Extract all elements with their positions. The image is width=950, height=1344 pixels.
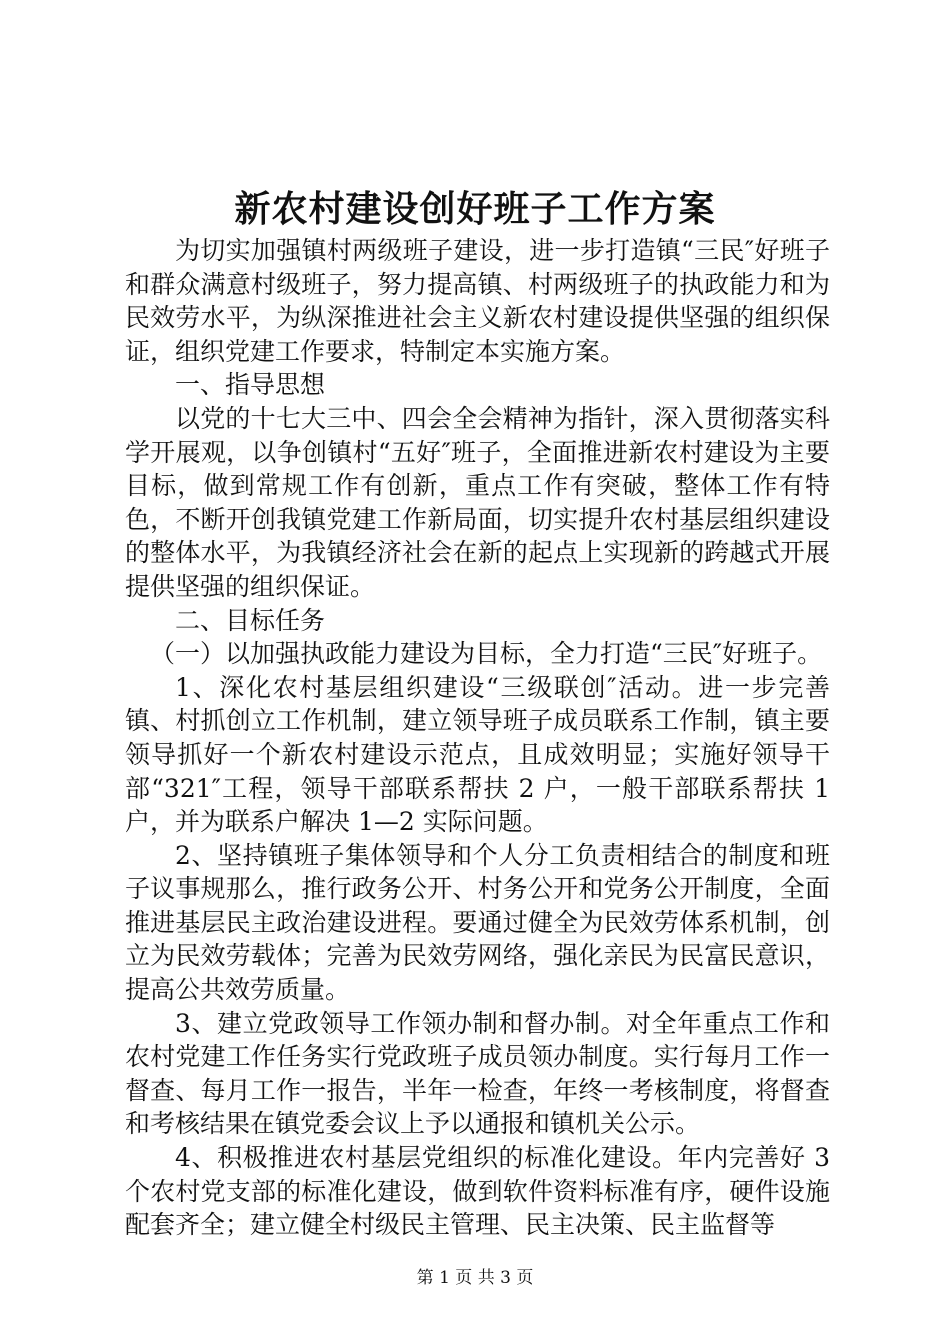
section-heading-goals-tasks: 二、目标任务: [175, 605, 326, 635]
page-number-footer: 第 1 页 共 3 页: [416, 1268, 534, 1288]
task-item-1: 1、深化农村基层组织建设“三级联创″活动。进一步完善镇、村抓创立工作机制，建立领导班子成员联系工作制，镇主要领导抓好一个新农村建设示范点，且成效明显；实施好领导干部“321″工程，领导干部联系帮扶 2 户，一般干部联系帮扶 1 户，并为联系户解决 1—2 实际问题。: [125, 672, 830, 837]
section-heading-guiding-ideology: 一、指导思想: [175, 370, 326, 400]
document-body: [125, 234, 830, 1242]
task-item-2: 2、坚持镇班子集体领导和个人分工负责相结合的制度和班子议事规那么，推行政务公开、村务公开和党务公开制度，全面推进基层民主政治建设进程。要通过健全为民效劳体系机制，创立为民效劳载体；完善为民效劳网络，强化亲民为民富民意识，提高公共效劳质量。: [125, 840, 830, 1005]
subsection-heading-1: （一）以加强执政能力建设为目标，全力打造“三民″好班子。: [150, 639, 823, 669]
guiding-ideology-paragraph: 以党的十七大三中、四会全会精神为指针，深入贯彻落实科学开展观，以争创镇村“五好″班子，全面推进新农村建设为主要目标，做到常规工作有创新，重点工作有突破，整体工作有特色，不断开创我镇党建工作新局面，切实提升农村基层组织建设的整体水平，为我镇经济社会在新的起点上实现新的跨越式开展提供坚强的组织保证。: [125, 403, 830, 601]
task-item-3: 3、建立党政领导工作领办制和督办制。对全年重点工作和农村党建工作任务实行党政班子成员领办制度。实行每月工作一督查、每月工作一报告，半年一检查，年终一考核制度，将督查和考核结果在镇党委会议上予以通报和镇机关公示。: [125, 1008, 830, 1139]
document-title: 新农村建设创好班子工作方案: [234, 188, 716, 230]
intro-paragraph: 为切实加强镇村两级班子建设，进一步打造镇“三民″好班子和群众满意村级班子，努力提高镇、村两级班子的执政能力和为民效劳水平，为纵深推进社会主义新农村建设提供坚强的组织保证，组织党建工作要求，特制定本实施方案。: [125, 236, 830, 366]
task-item-4: 4、积极推进农村基层党组织的标准化建设。年内完善好 3 个农村党支部的标准化建设，做到软件资料标准有序，硬件设施配套齐全；建立健全村级民主管理、民主决策、民主监督等: [125, 1143, 830, 1240]
